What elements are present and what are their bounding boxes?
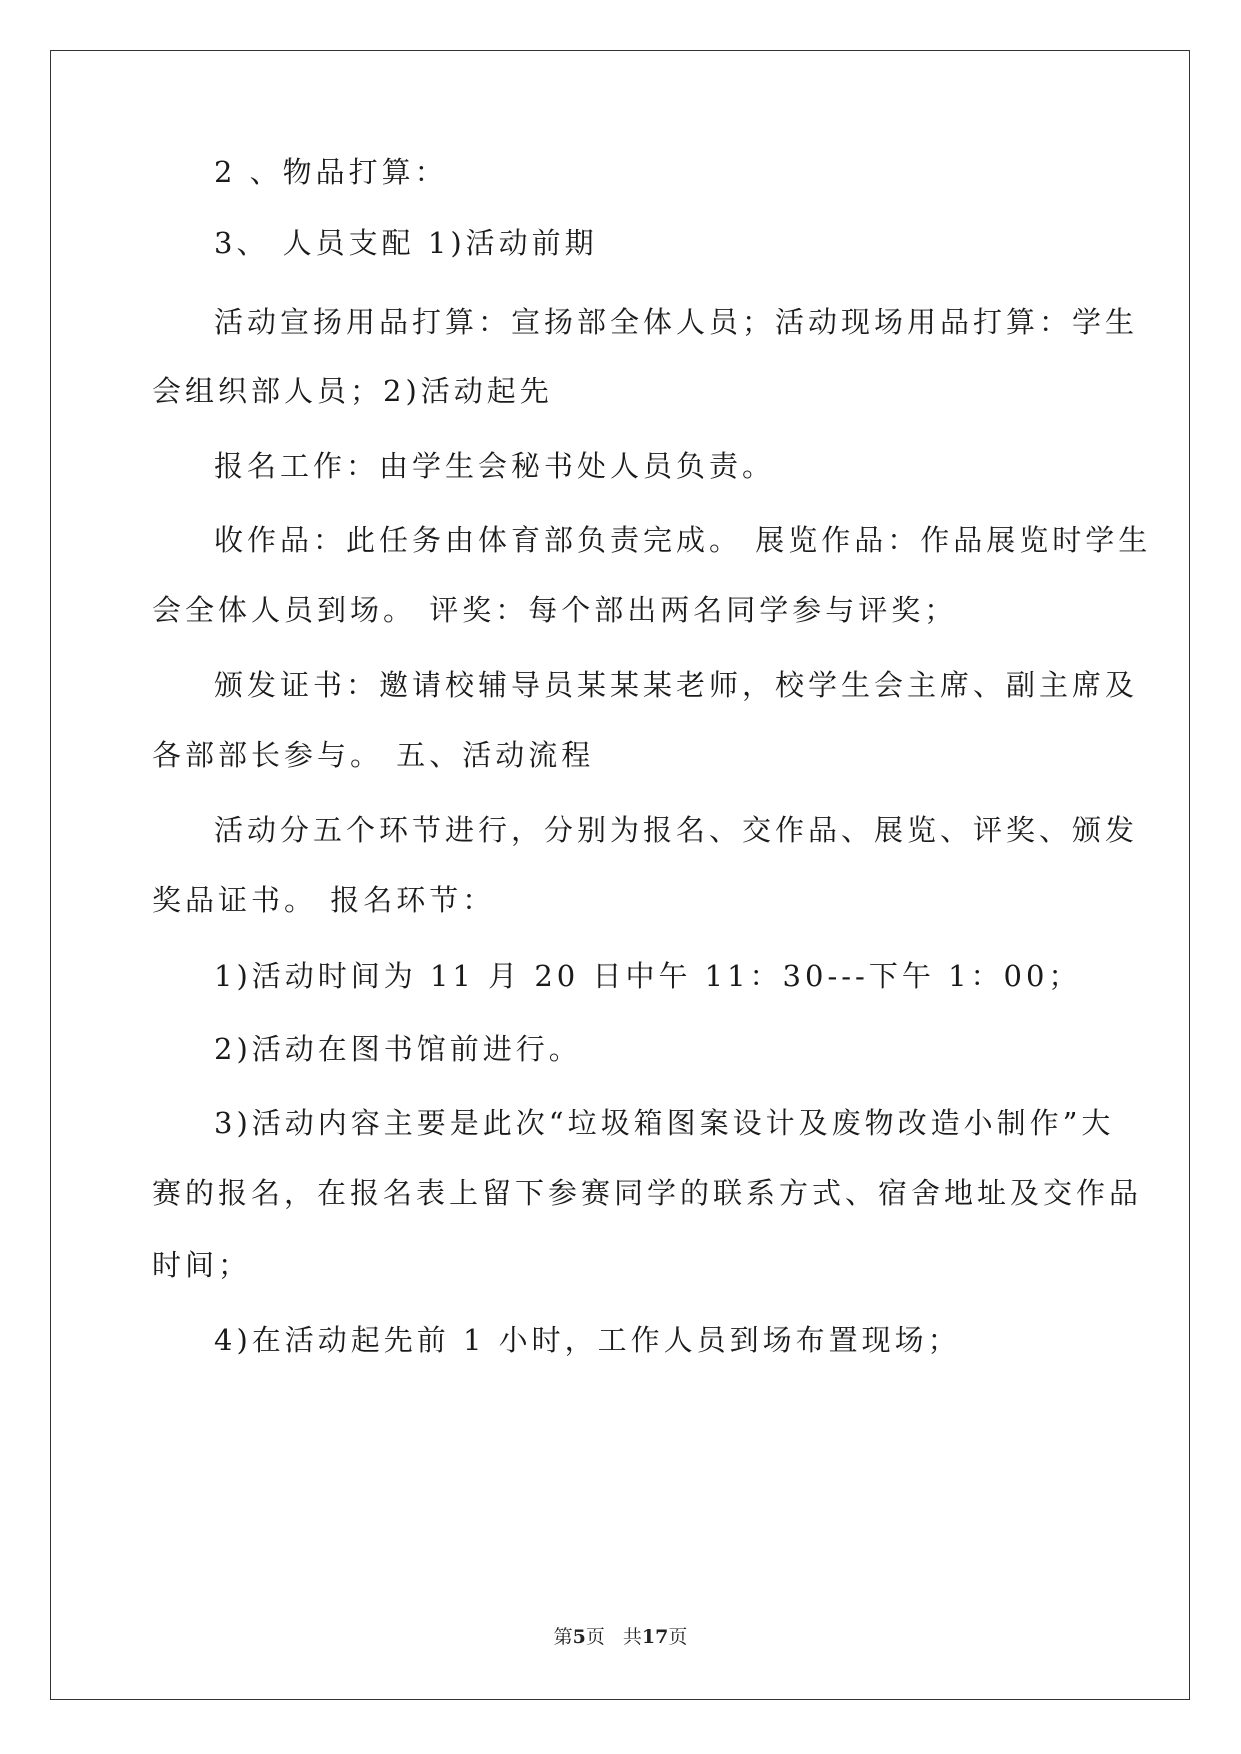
text-line: 3、 人员支配 1)活动前期 (214, 226, 598, 260)
text-line: 2)活动在图书馆前进行。 (214, 1032, 582, 1066)
text-line: 收作品：此任务由体育部负责完成。 展览作品：作品展览时学生 (214, 523, 1152, 557)
text-line: 颁发证书：邀请校辅导员某某某老师，校学生会主席、副主席及 (214, 668, 1139, 702)
text-line: 各部部长参与。 五、活动流程 (152, 738, 595, 772)
page-border (50, 50, 1190, 1700)
text-line: 报名工作：由学生会秘书处人员负责。 (214, 449, 776, 483)
text-line: 活动分五个环节进行，分别为报名、交作品、展览、评奖、颁发 (214, 813, 1139, 847)
text-line: 会组织部人员；2)活动起先 (152, 374, 553, 408)
page-label-prefix: 第 (553, 1626, 573, 1648)
text-line: 2 、物品打算： (214, 155, 448, 189)
total-page-count: 17 (641, 1626, 669, 1648)
text-line: 奖品证书。 报名环节： (152, 883, 496, 917)
total-label-unit: 页 (668, 1626, 688, 1648)
page-label-unit: 页 (585, 1626, 605, 1648)
text-line: 3)活动内容主要是此次“垃圾箱图案设计及废物改造小制作”大 (214, 1106, 1115, 1140)
page-number-footer (0, 1622, 1241, 1649)
total-label-prefix: 共 (622, 1626, 642, 1648)
current-page-number: 5 (572, 1626, 586, 1648)
text-line: 时间； (152, 1248, 252, 1282)
text-line: 4)在活动起先前 1 小时，工作人员到场布置现场； (214, 1323, 961, 1357)
text-line: 赛的报名，在报名表上留下参赛同学的联系方式、宿舍地址及交作品 (152, 1176, 1143, 1210)
text-line: 会全体人员到场。 评奖：每个部出两名同学参与评奖； (152, 593, 958, 627)
text-line: 1)活动时间为 11 月 20 日中午 11：30---下午 1：00； (214, 959, 1082, 993)
text-line: 活动宣扬用品打算：宣扬部全体人员；活动现场用品打算：学生 (214, 305, 1139, 339)
